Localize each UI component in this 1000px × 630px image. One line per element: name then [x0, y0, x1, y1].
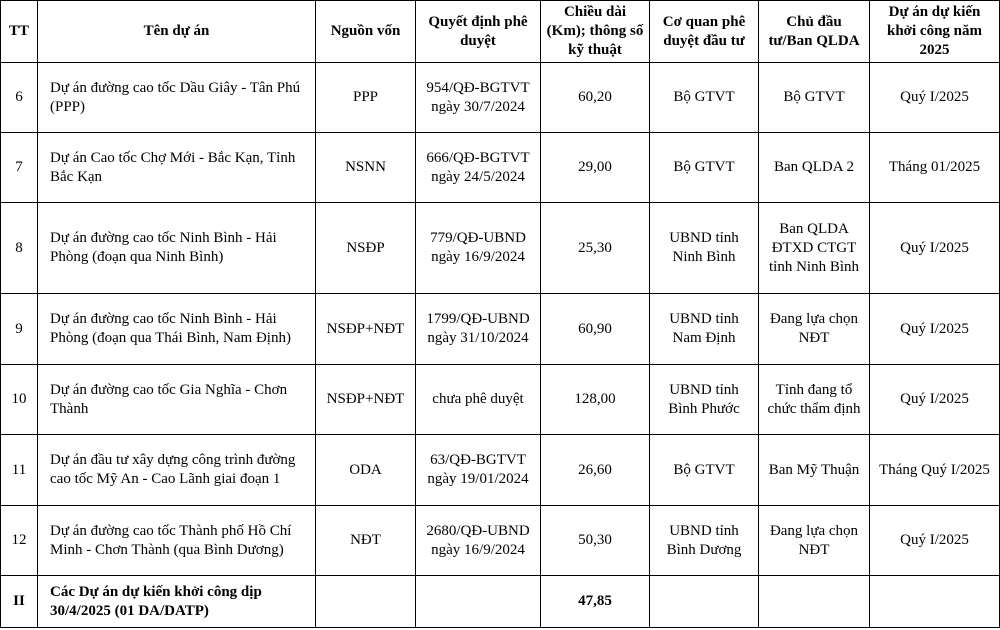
cell-start: Quý I/2025: [870, 294, 1000, 365]
cell-approver: UBND tỉnh Ninh Bình: [650, 203, 759, 294]
cell-length: 50,30: [541, 506, 650, 576]
section-row: [1, 576, 1000, 628]
section-start: [870, 576, 1000, 628]
header-start: Dự án dự kiến khởi công năm 2025: [870, 1, 1000, 63]
section-approver: [650, 576, 759, 628]
cell-decision: 63/QĐ-BGTVT ngày 19/01/2024: [416, 435, 541, 506]
cell-owner: Ban QLDA ĐTXD CTGT tỉnh Ninh Bình: [759, 203, 870, 294]
cell-fund: ODA: [316, 435, 416, 506]
header-row: [1, 1, 1000, 63]
header-owner: Chủ đầu tư/Ban QLDA: [759, 1, 870, 63]
table-row: [1, 435, 1000, 506]
cell-name: Dự án Cao tốc Chợ Mới - Bắc Kạn, Tỉnh Bắc Kạn: [38, 133, 316, 203]
cell-start: Tháng Quý I/2025: [870, 435, 1000, 506]
cell-approver: Bộ GTVT: [650, 63, 759, 133]
section-length: 47,85: [541, 576, 650, 628]
cell-start: Quý I/2025: [870, 365, 1000, 435]
cell-start: Quý I/2025: [870, 63, 1000, 133]
cell-approver: Bộ GTVT: [650, 133, 759, 203]
cell-length: 29,00: [541, 133, 650, 203]
cell-name: Dự án đường cao tốc Thành phố Hồ Chí Minh - Chơn Thành (qua Bình Dương): [38, 506, 316, 576]
cell-owner: Đang lựa chọn NĐT: [759, 294, 870, 365]
header-tt: TT: [1, 1, 38, 63]
cell-fund: NSNN: [316, 133, 416, 203]
cell-name: Dự án đường cao tốc Dầu Giây - Tân Phú (PPP): [38, 63, 316, 133]
cell-decision: 779/QĐ-UBND ngày 16/9/2024: [416, 203, 541, 294]
cell-length: 26,60: [541, 435, 650, 506]
cell-name: Dự án đầu tư xây dựng công trình đường cao tốc Mỹ An - Cao Lãnh giai đoạn 1: [38, 435, 316, 506]
cell-decision: chưa phê duyệt: [416, 365, 541, 435]
header-approver: Cơ quan phê duyệt đầu tư: [650, 1, 759, 63]
cell-length: 25,30: [541, 203, 650, 294]
cell-length: 60,90: [541, 294, 650, 365]
cell-tt: 7: [1, 133, 38, 203]
cell-fund: NSĐP+NĐT: [316, 294, 416, 365]
cell-decision: 954/QĐ-BGTVT ngày 30/7/2024: [416, 63, 541, 133]
table-row: [1, 506, 1000, 576]
table-row: [1, 365, 1000, 435]
cell-tt: 10: [1, 365, 38, 435]
cell-approver: UBND tỉnh Bình Phước: [650, 365, 759, 435]
cell-start: Tháng 01/2025: [870, 133, 1000, 203]
cell-name: Dự án đường cao tốc Ninh Bình - Hải Phòng (đoạn qua Thái Bình, Nam Định): [38, 294, 316, 365]
cell-start: Quý I/2025: [870, 506, 1000, 576]
cell-fund: NSĐP+NĐT: [316, 365, 416, 435]
cell-owner: Đang lựa chọn NĐT: [759, 506, 870, 576]
cell-name: Dự án đường cao tốc Gia Nghĩa - Chơn Thành: [38, 365, 316, 435]
cell-owner: Ban Mỹ Thuận: [759, 435, 870, 506]
section-name: Các Dự án dự kiến khởi công dịp 30/4/2025 (01 DA/DATP): [38, 576, 316, 628]
section-fund: [316, 576, 416, 628]
cell-tt: 8: [1, 203, 38, 294]
table-row: [1, 63, 1000, 133]
header-length: Chiều dài (Km); thông số kỹ thuật: [541, 1, 650, 63]
cell-name: Dự án đường cao tốc Ninh Bình - Hải Phòng (đoạn qua Ninh Bình): [38, 203, 316, 294]
cell-tt: 6: [1, 63, 38, 133]
cell-owner: Ban QLDA 2: [759, 133, 870, 203]
section-owner: [759, 576, 870, 628]
cell-owner: Bộ GTVT: [759, 63, 870, 133]
cell-decision: 2680/QĐ-UBND ngày 16/9/2024: [416, 506, 541, 576]
cell-decision: 666/QĐ-BGTVT ngày 24/5/2024: [416, 133, 541, 203]
cell-start: Quý I/2025: [870, 203, 1000, 294]
header-name: Tên dự án: [38, 1, 316, 63]
cell-tt: 12: [1, 506, 38, 576]
cell-tt: 9: [1, 294, 38, 365]
section-decision: [416, 576, 541, 628]
cell-fund: PPP: [316, 63, 416, 133]
cell-decision: 1799/QĐ-UBND ngày 31/10/2024: [416, 294, 541, 365]
cell-approver: UBND tỉnh Nam Định: [650, 294, 759, 365]
cell-approver: UBND tỉnh Bình Dương: [650, 506, 759, 576]
cell-tt: 11: [1, 435, 38, 506]
table-row: [1, 133, 1000, 203]
cell-fund: NSĐP: [316, 203, 416, 294]
header-fund: Nguồn vốn: [316, 1, 416, 63]
cell-owner: Tỉnh đang tổ chức thẩm định: [759, 365, 870, 435]
cell-fund: NĐT: [316, 506, 416, 576]
cell-approver: Bộ GTVT: [650, 435, 759, 506]
cell-length: 128,00: [541, 365, 650, 435]
header-decision: Quyết định phê duyệt: [416, 1, 541, 63]
table-row: [1, 203, 1000, 294]
section-tt: II: [1, 576, 38, 628]
table-row: [1, 294, 1000, 365]
cell-length: 60,20: [541, 63, 650, 133]
